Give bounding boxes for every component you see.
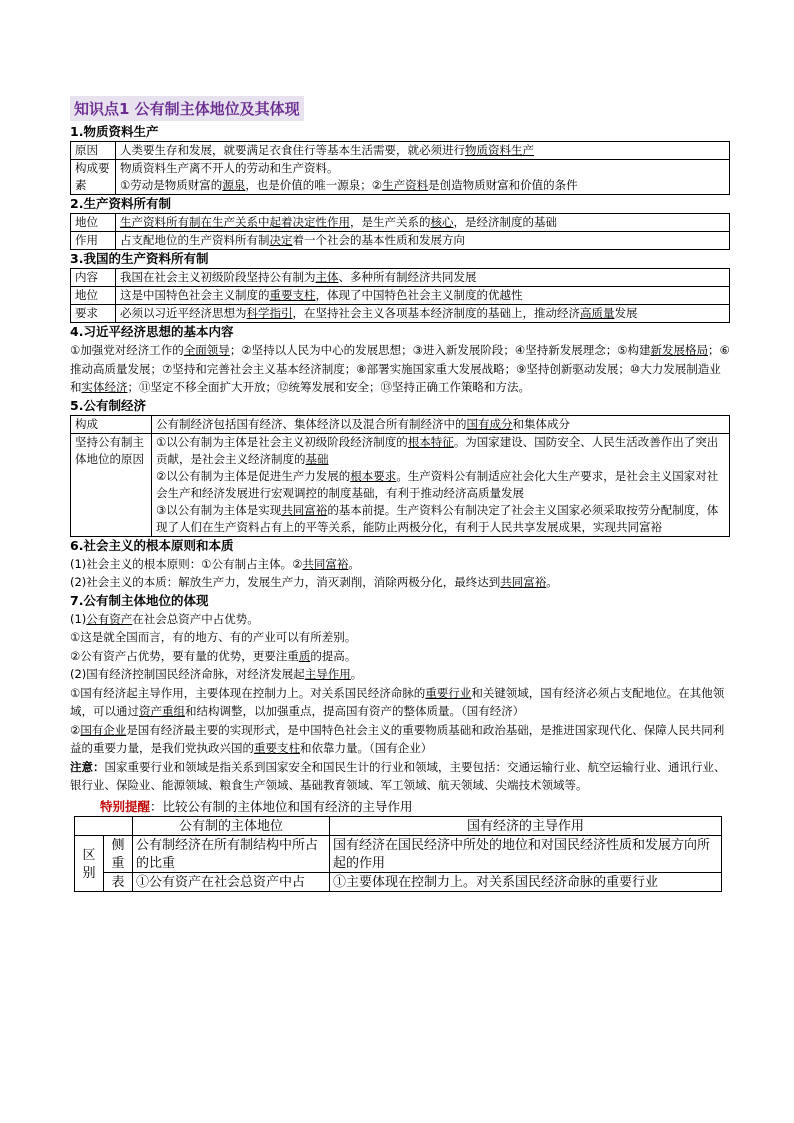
keyword: 生产资料所有制在生产关系中起着决定性作用 [120, 215, 350, 229]
paragraph [70, 684, 730, 721]
keyword: 资产重组 [139, 704, 185, 718]
section-3-heading: 3.我国的生产资料所有制 [70, 251, 209, 266]
text: 。 [348, 556, 360, 571]
text: 的基本前提。生产资料公有制决定了社会主义国家必须采取按劳分配制度，体现了人们在生产资料占有上的平等关系，能防止两极分化，有利于人民共享发展成果，实现共同富裕 [156, 502, 719, 534]
text: ①国有经济起主导作用，主要体现在控制力上。对关系国民经济命脉的 [70, 685, 426, 700]
keyword: 重要支柱 [269, 288, 316, 302]
table-cell: 国有经济在国民经济中所处的地位和对国民经济性质和发展方向所起的作用 [330, 836, 722, 873]
text: 和结构调整，以加强重点，提高国有资产的整体质量。（国有经济） [185, 704, 525, 718]
section-5-table [70, 415, 730, 537]
paragraph [70, 647, 730, 666]
text: ；⑥推动高质量发展；⑦坚持和完善社会主义基本经济制度；⑧部署实施国家重大发展战略；⑨坚持创新驱动发展；⑩大力发展制造业和 [70, 343, 730, 394]
section-3-table [70, 268, 730, 323]
row-key: 作用 [71, 232, 116, 250]
text-line [120, 177, 725, 194]
table-row [71, 214, 730, 232]
note-label: 注意： [70, 759, 105, 774]
row-value [116, 305, 730, 323]
table-cell: 公有制经济在所有制结构中所占的比重 [133, 836, 330, 873]
keyword: 新发展格局 [650, 343, 709, 357]
text: ①劳动是物质财富的 [120, 178, 223, 192]
section-1-heading: 1.物质资料生产 [70, 124, 159, 139]
table-cell: ①主要体现在控制力上。对关系国民经济命脉的重要行业 [330, 873, 722, 892]
row-value [116, 232, 730, 250]
text: 的提高。 [310, 648, 357, 663]
text: 人类要生存和发展，就要满足衣食住行等基本生活需要，就必须进行 [120, 143, 465, 157]
keyword: 国有企业 [80, 722, 127, 737]
text: 。 [546, 575, 558, 589]
text: 物质资料生产离不开人的劳动和生产资料。 [120, 161, 339, 175]
comparison-table [74, 816, 722, 892]
text: 和集体成分 [512, 416, 570, 431]
keyword: 公有资产 [86, 611, 133, 626]
table-row [71, 305, 730, 323]
keyword: 主导作用 [304, 667, 351, 681]
paragraph [70, 665, 730, 684]
row-key: 构成 [71, 415, 152, 433]
document-page [70, 96, 730, 892]
table-row [71, 287, 730, 305]
keyword: 根本特征 [407, 434, 454, 449]
table-row [75, 873, 722, 892]
text: ②以公有制为主体是促进生产力发展的 [156, 468, 351, 483]
table-row [71, 415, 730, 433]
text: ；②坚持以人民为中心的发展思想；③进入新发展阶段；④坚持新发展理念；⑤构建 [229, 343, 651, 357]
keyword: 决定 [269, 233, 293, 247]
text: 发展 [614, 306, 638, 320]
keyword: 源泉 [222, 178, 246, 192]
paragraph [70, 721, 730, 758]
keyword: 科学指引 [246, 306, 293, 320]
text: 这是中国特色社会主义制度的 [120, 288, 270, 302]
empty-cell [75, 817, 133, 836]
keyword: 重要行业 [425, 685, 472, 700]
text: (1)社会主义的根本原则：①公有制占主体。② [70, 556, 303, 571]
text: ：比较公有制的主体地位和国有经济的主导作用 [150, 799, 413, 814]
row-value [116, 214, 730, 232]
text: ①以公有制为主体是社会主义初级阶段经济制度的 [156, 434, 408, 449]
section-1-table [70, 141, 730, 195]
section-2-table [70, 213, 730, 250]
table-cell: ①公有资产在社会总资产中占 [133, 873, 330, 892]
text: ③以公有制为主体是实现 [156, 502, 282, 517]
keyword: 共同富裕 [302, 556, 349, 571]
text: ；⑪坚定不移全面扩大开放；⑫统筹发展和安全；⑬坚持正确工作策略和方法。 [127, 380, 530, 394]
row-key: 内容 [71, 269, 116, 287]
table-row [71, 142, 730, 160]
text: 着一个社会的基本性质和发展方向 [292, 233, 465, 247]
row-value [116, 269, 730, 287]
keyword: 实体经济 [81, 380, 128, 394]
text: ② [70, 722, 81, 737]
keyword: 物质资料生产 [465, 143, 534, 157]
section-4-heading: 4.习近平经济思想的基本内容 [70, 324, 234, 339]
keyword: 全面领导 [183, 343, 230, 357]
page-title: 知识点1 公有制主体地位及其体现 [70, 96, 304, 121]
note-paragraph [70, 758, 730, 795]
keyword: 质 [298, 648, 311, 663]
text: ，也是价值的唯一源泉；② [245, 178, 383, 192]
text: 必须以习近平经济思想为 [120, 306, 247, 320]
table-row [75, 817, 722, 836]
section-6-heading: 6.社会主义的根本原则和本质 [70, 537, 234, 553]
keyword: 根本要求 [350, 468, 397, 483]
section-5-heading: 5.公有制经济 [70, 397, 146, 413]
keyword: 核心 [430, 215, 454, 229]
text: 是国有经济最主要的实现形式，是中国特色社会主义的重要物质基础和政治基础，是推进国家现代化、保障人民共同利益的重要力量，是我们党执政兴国的 [70, 722, 725, 755]
keyword: 共同富裕 [281, 502, 328, 517]
keyword: 重要支柱 [254, 741, 300, 755]
text: 占支配地位的生产资料所有制 [120, 233, 270, 247]
table-row [71, 433, 730, 536]
text: 和关键领域，国有经济必须占支配地位。在其他领域，可以通过 [70, 685, 725, 718]
special-reminder [100, 798, 730, 817]
row-value [152, 433, 730, 536]
paragraph [70, 555, 730, 574]
keyword: 生产资料 [382, 178, 429, 192]
section-2-heading: 2.生产资料所有制 [70, 196, 171, 211]
paragraph [70, 610, 730, 629]
row-key: 表 [104, 873, 133, 892]
text: 公有制经济包括国有经济、集体经济以及混合所有制经济中的 [156, 416, 467, 431]
text: 。为国家建设、国防安全、人民生活改善作出了突出贡献，是社会主义经济制度的 [156, 434, 719, 466]
text: (2)国有经济控制国民经济命脉，对经济发展起 [70, 667, 305, 681]
side-header: 区别 [75, 836, 104, 892]
text: 是创造物质财富和价值的条件 [428, 178, 578, 192]
text: 。生产资料公有制适应社会化大生产要求，是社会主义国家对社会生产和经济发展进行宏观调控的制度基础，有利于推动经济高质量发展 [156, 468, 719, 500]
text: 。 [350, 667, 363, 681]
row-value [116, 287, 730, 305]
reminder-label: 特别提醒 [100, 799, 151, 814]
text: ，是经济制度的基础 [453, 215, 557, 229]
reason-3 [156, 502, 725, 536]
keyword: 基础 [305, 451, 329, 466]
row-key: 地位 [71, 287, 116, 305]
text: ，体现了中国特色社会主义制度的优越性 [315, 288, 523, 302]
table-row [71, 269, 730, 287]
section-4-paragraph [70, 341, 730, 397]
row-value [152, 415, 730, 433]
text: 在社会总资产中占优势。 [132, 611, 259, 626]
text: 、多种所有制经济共同发展 [338, 270, 477, 284]
row-value [116, 160, 730, 195]
keyword: 高质量 [580, 306, 615, 320]
row-key: 侧重 [104, 836, 133, 873]
text: ①加强党对经济工作的 [70, 343, 184, 357]
paragraph: ①这是就全国而言，有的地方、有的产业可以有所差别。 [70, 630, 357, 644]
paragraph [70, 573, 730, 592]
reason-1 [156, 434, 725, 468]
text: (1) [70, 611, 87, 626]
row-key: 构成要素 [71, 160, 116, 195]
text: ，在坚持社会主义各项基本经济制度的基础上，推动经济 [292, 306, 580, 320]
row-key: 原因 [71, 142, 116, 160]
text: ②公有资产占优势，要有量的优势，更要注重 [70, 648, 299, 663]
table-row [71, 160, 730, 195]
table-row [75, 836, 722, 873]
keyword: 国有成分 [466, 416, 513, 431]
section-7-heading: 7.公有制主体地位的体现 [70, 592, 209, 608]
reason-2 [156, 468, 725, 502]
row-key: 坚持公有制主体地位的原因 [71, 433, 152, 536]
row-key: 要求 [71, 305, 116, 323]
text: 和依靠力量。（国有企业） [300, 741, 433, 755]
keyword: 主体 [315, 270, 339, 284]
column-header: 公有制的主体地位 [133, 817, 330, 836]
text: (2)社会主义的本质：解放生产力，发展生产力，消灭剥削，消除两极分化，最终达到 [70, 575, 501, 589]
row-key: 地位 [71, 214, 116, 232]
row-value [116, 142, 730, 160]
text: 我国在社会主义初级阶段坚持公有制为 [120, 270, 316, 284]
text: 国家重要行业和领域是指关系到国家安全和国民生计的行业和领域，主要包括：交通运输行业、航空运输行业、通讯行业、银行业、保险业、能源领域、粮食生产领域、基础教育领域、军工领域、航天领域、尖端技术领域等。 [70, 759, 726, 792]
keyword: 共同富裕 [500, 575, 547, 589]
text: ，是生产关系的 [350, 215, 431, 229]
table-row [71, 232, 730, 250]
column-header: 国有经济的主导作用 [330, 817, 722, 836]
